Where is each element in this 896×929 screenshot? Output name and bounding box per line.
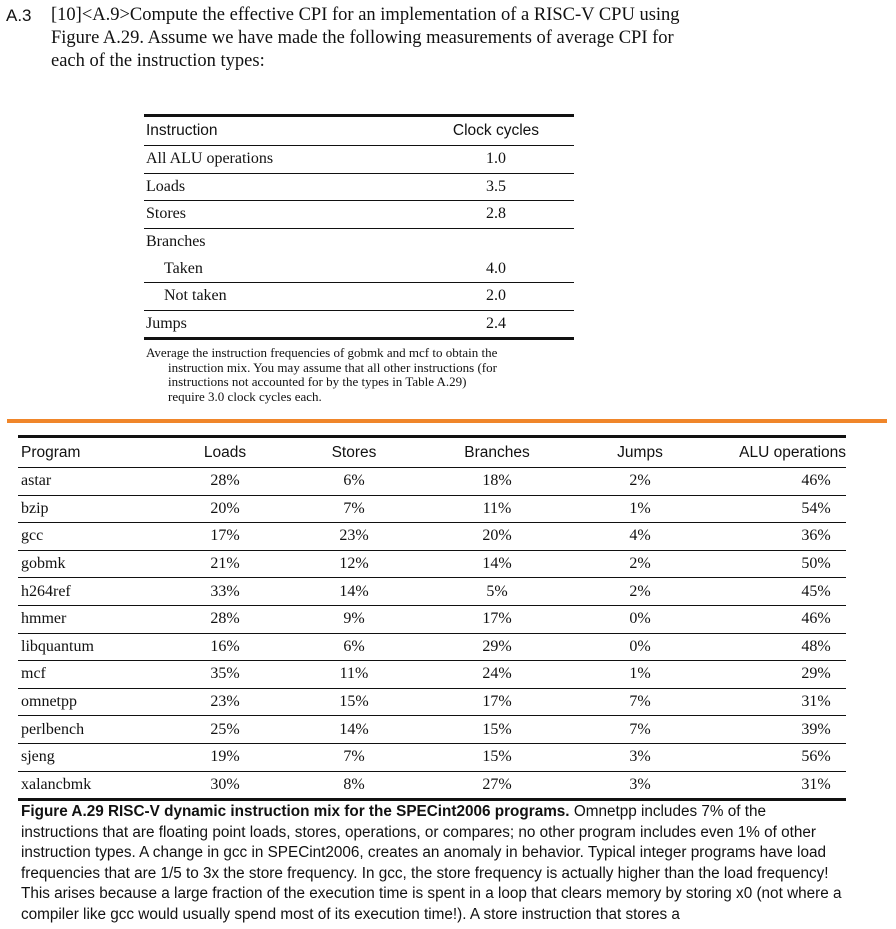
- jumps-value: 0%: [629, 637, 651, 655]
- instruction-mix-table: [18, 435, 846, 801]
- clock-cycles-value: 2.0: [486, 287, 506, 305]
- jumps-value: 3%: [629, 775, 651, 793]
- instruction-name: Stores: [146, 205, 186, 223]
- instruction-name: All ALU operations: [146, 150, 274, 168]
- header-instruction: Instruction: [146, 122, 218, 139]
- clock-cycles-value: 3.5: [486, 177, 506, 195]
- loads-value: 35%: [210, 665, 240, 683]
- stores-value: 8%: [343, 775, 365, 793]
- branches-value: 11%: [482, 499, 512, 517]
- table-note: [146, 346, 566, 404]
- table-row: [18, 772, 846, 802]
- table-row: [18, 744, 846, 772]
- program-name: mcf: [21, 665, 46, 683]
- loads-value: 28%: [210, 610, 240, 628]
- alu-operations-value: 39%: [801, 720, 831, 738]
- jumps-value: 2%: [629, 582, 651, 600]
- program-name: perlbench: [21, 720, 85, 738]
- table-row: [144, 201, 574, 229]
- clock-cycles-value: 2.8: [486, 205, 506, 223]
- caption-body: Omnetpp includes 7% of the instructions that are floating point loads, stores, operations, or compares; no other program includes even 1% of other instruction types. A change in gcc in SPECint2006, creates an anomaly in behavior. Typical integer programs have load frequencies that are 1/5 to 3x the store frequency. In gcc, the store frequency is actually higher than the load frequency! This arises because a large fraction of the execution time is spent in a loop that clears memory by storing x0 (not where a compiler like gcc would usually spend most of its execution time!). A store instruction that stores a: [21, 803, 842, 923]
- table-row: [144, 146, 574, 174]
- program-name: h264ref: [21, 582, 71, 600]
- loads-value: 23%: [210, 693, 240, 711]
- stores-value: 15%: [339, 693, 369, 711]
- table-header: [144, 117, 574, 146]
- branches-value: 15%: [482, 720, 512, 738]
- program-name: astar: [21, 472, 52, 490]
- stores-value: 14%: [339, 720, 369, 738]
- header-program: Program: [21, 443, 81, 461]
- alu-operations-value: 56%: [801, 748, 831, 766]
- clock-cycles-value: 4.0: [486, 259, 506, 277]
- jumps-value: 4%: [629, 527, 651, 545]
- clock-cycles-value: 1.0: [486, 150, 506, 168]
- table-row: [18, 661, 846, 689]
- branches-value: 27%: [482, 775, 512, 793]
- loads-value: 20%: [210, 499, 240, 517]
- table-header: [18, 438, 846, 468]
- alu-operations-value: 29%: [801, 665, 831, 683]
- instruction-name: Branches: [146, 233, 206, 251]
- table-row: [18, 551, 846, 579]
- table-row: [144, 311, 574, 341]
- jumps-value: 7%: [629, 693, 651, 711]
- branches-value: 18%: [482, 472, 512, 490]
- instruction-name: Taken: [164, 259, 203, 277]
- stores-value: 6%: [343, 472, 365, 490]
- branches-value: 5%: [486, 582, 508, 600]
- loads-value: 16%: [210, 637, 240, 655]
- branches-value: 15%: [482, 748, 512, 766]
- note-line: Average the instruction frequencies of gobmk and mcf to obtain the: [146, 345, 498, 360]
- alu-operations-cell: [715, 555, 846, 573]
- loads-value: 28%: [210, 472, 240, 490]
- stores-value: 7%: [343, 748, 365, 766]
- jumps-value: 3%: [629, 748, 651, 766]
- alu-operations-value: 46%: [801, 472, 831, 490]
- program-name: gcc: [21, 527, 44, 545]
- instruction-name: Loads: [146, 177, 186, 195]
- alu-operations-value: 48%: [801, 637, 831, 655]
- alu-operations-value: 31%: [801, 693, 831, 711]
- stores-value: 6%: [343, 637, 365, 655]
- alu-operations-cell: [715, 583, 846, 601]
- header-loads: Loads: [203, 443, 247, 461]
- jumps-value: 0%: [629, 610, 651, 628]
- header-jumps: Jumps: [617, 443, 663, 461]
- alu-operations-cell: [715, 665, 846, 683]
- alu-operations-value: 45%: [801, 582, 831, 600]
- caption-label: Figure A.29: [21, 803, 104, 820]
- loads-value: 21%: [210, 555, 240, 573]
- alu-operations-cell: [715, 472, 846, 490]
- branches-value: 20%: [482, 527, 512, 545]
- figure-caption: [21, 802, 847, 925]
- note-line: instruction mix. You may assume that all other instructions (for: [168, 359, 497, 375]
- program-name: omnetpp: [21, 693, 77, 711]
- alu-operations-value: 50%: [801, 555, 831, 573]
- loads-value: 33%: [210, 582, 240, 600]
- program-name: xalancbmk: [21, 775, 92, 793]
- table-row: [18, 578, 846, 606]
- program-name: sjeng: [21, 748, 55, 766]
- question-number: A.3: [6, 6, 32, 25]
- alu-operations-cell: [715, 776, 846, 794]
- jumps-value: 1%: [629, 499, 651, 517]
- divider: [7, 419, 887, 423]
- loads-value: 25%: [210, 720, 240, 738]
- question-text: [10]<A.9>Compute the effective CPI for an implementation of a RISC-V CPU using Figure A.29. Assume we have made the following measurements of average CPI for each of the instruction types:: [51, 5, 680, 71]
- program-name: gobmk: [21, 555, 66, 573]
- note-line: require 3.0 clock cycles each.: [168, 388, 322, 404]
- alu-operations-value: 31%: [801, 775, 831, 793]
- stores-value: 11%: [339, 665, 369, 683]
- caption-title: RISC-V dynamic instruction mix for the SPECint2006 programs.: [108, 803, 570, 820]
- branches-value: 29%: [482, 637, 512, 655]
- table-row: [18, 523, 846, 551]
- alu-operations-value: 46%: [801, 610, 831, 628]
- alu-operations-cell: [715, 638, 846, 656]
- branches-value: 17%: [482, 610, 512, 628]
- table-row: [18, 606, 846, 634]
- jumps-value: 1%: [629, 665, 651, 683]
- jumps-value: 7%: [629, 720, 651, 738]
- table-row: [144, 255, 574, 283]
- table-row: [144, 283, 574, 311]
- loads-value: 19%: [210, 748, 240, 766]
- branches-value: 14%: [482, 555, 512, 573]
- clock-cycles-table: [144, 114, 574, 340]
- header-alu-operations: ALU operations: [739, 443, 846, 461]
- loads-value: 17%: [210, 527, 240, 545]
- alu-operations-cell: [715, 721, 846, 739]
- clock-cycles-value: 2.4: [486, 314, 506, 332]
- branches-value: 17%: [482, 693, 512, 711]
- stores-value: 12%: [339, 555, 369, 573]
- stores-value: 23%: [339, 527, 369, 545]
- branches-value: 24%: [482, 665, 512, 683]
- alu-operations-cell: [715, 527, 846, 545]
- program-name: hmmer: [21, 610, 67, 628]
- table-row: [144, 229, 574, 256]
- jumps-value: 2%: [629, 555, 651, 573]
- table-row: [18, 496, 846, 524]
- table-row: [144, 174, 574, 202]
- alu-operations-cell: [715, 610, 846, 628]
- stores-value: 7%: [343, 499, 365, 517]
- table-row: [18, 468, 846, 496]
- table-row: [18, 634, 846, 662]
- table-row: [18, 689, 846, 717]
- header-stores: Stores: [331, 443, 377, 461]
- header-clock-cycles: Clock cycles: [452, 122, 540, 139]
- alu-operations-cell: [715, 693, 846, 711]
- alu-operations-value: 36%: [801, 527, 831, 545]
- instruction-name: Jumps: [146, 314, 187, 332]
- header-branches: Branches: [464, 443, 530, 461]
- alu-operations-cell: [715, 500, 846, 518]
- table-row: [18, 716, 846, 744]
- table-body: [18, 468, 846, 801]
- stores-value: 14%: [339, 582, 369, 600]
- alu-operations-cell: [715, 748, 846, 766]
- stores-value: 9%: [343, 610, 365, 628]
- program-name: libquantum: [21, 637, 94, 655]
- alu-operations-value: 54%: [801, 499, 831, 517]
- instruction-name: Not taken: [164, 287, 227, 305]
- loads-value: 30%: [210, 775, 240, 793]
- note-line: instructions not accounted for by the types in Table A.29): [168, 374, 467, 389]
- jumps-value: 2%: [629, 472, 651, 490]
- program-name: bzip: [21, 499, 49, 517]
